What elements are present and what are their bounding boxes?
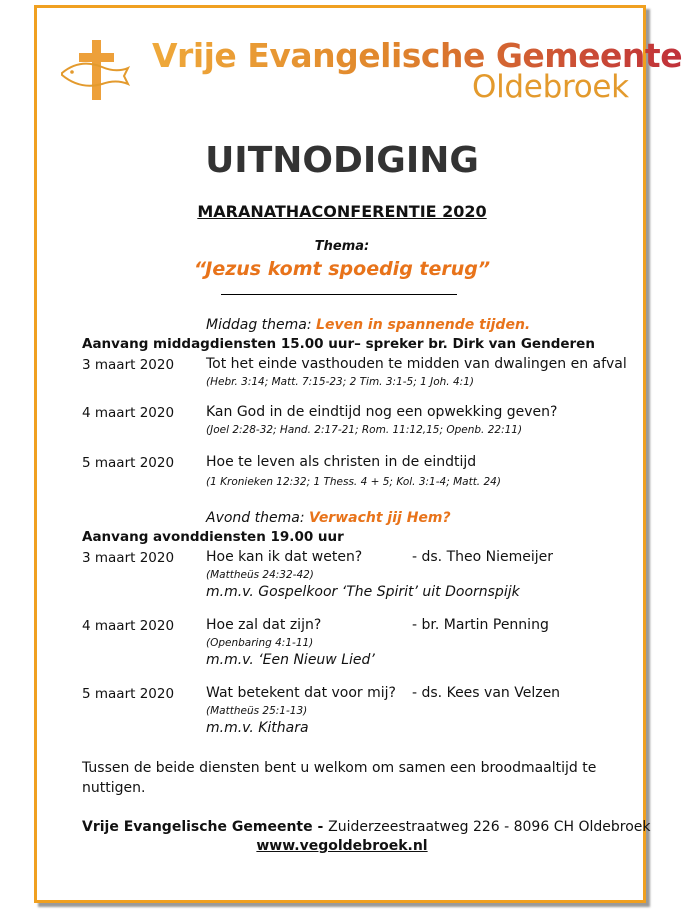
footer-org: Vrije Evangelische Gemeente -: [82, 819, 329, 835]
website-text[interactable]: www.vegoldebroek.nl: [256, 838, 428, 854]
afternoon-theme-line: [206, 317, 530, 333]
afternoon-refs-1: (Hebr. 3:14; Matt. 7:15-23; 2 Tim. 3:1-5; 1 Joh. 4:1): [206, 376, 474, 388]
afternoon-date-2: 4 maart 2020: [82, 405, 175, 421]
footer-address: Zuiderzeestraatweg 226 - 8096 CH Oldebroek: [328, 819, 651, 835]
brand-name: Vrije Evangelische Gemeente: [152, 36, 683, 75]
afternoon-refs-3: (1 Kronieken 12:32; 1 Thess. 4 + 5; Kol. 3:1-4; Matt. 24): [206, 476, 501, 488]
evening-start: Aanvang avonddiensten 19.00 uur: [82, 529, 344, 545]
evening-refs-2: (Openbaring 4:1-11): [206, 637, 314, 649]
evening-speaker-3: - ds. Kees van Velzen: [412, 685, 561, 701]
evening-speaker-2: - br. Martin Penning: [412, 617, 549, 633]
afternoon-theme-intro: Middag thema:: [206, 317, 317, 333]
cross-fish-icon: [58, 38, 138, 102]
afternoon-date-1: 3 maart 2020: [82, 357, 175, 373]
evening-theme: Verwacht jij Hem?: [309, 510, 451, 526]
evening-theme-line: [206, 510, 451, 526]
evening-title-2: Hoe zal dat zijn?: [206, 617, 322, 633]
evening-date-2: 4 maart 2020: [82, 618, 175, 634]
evening-title-1: Hoe kan ik dat weten?: [206, 549, 363, 565]
evening-date-1: 3 maart 2020: [82, 550, 175, 566]
afternoon-theme: Leven in spannende tijden.: [316, 317, 531, 333]
afternoon-refs-2: (Joel 2:28-32; Hand. 2:17-21; Rom. 11:12,15; Openb. 22:11): [206, 424, 523, 436]
page-title: UITNODIGING: [205, 140, 479, 181]
footer-address-line: [82, 819, 650, 835]
evening-theme-intro: Avond thema:: [206, 510, 309, 526]
afternoon-title-3: Hoe te leven als christen in de eindtijd: [206, 454, 477, 470]
afternoon-start: Aanvang middagdiensten 15.00 uur– spreker br. Dirk van Genderen: [82, 336, 595, 352]
divider: [221, 294, 457, 295]
theme-label: Thema:: [314, 239, 370, 254]
conference-title: MARANATHACONFERENTIE 2020: [197, 202, 487, 221]
theme-text: “Jezus komt spoedig terug”: [193, 258, 491, 280]
afternoon-title-1: Tot het einde vasthouden te midden van dwalingen en afval: [206, 356, 627, 372]
evening-refs-3: (Mattheüs 25:1-13): [206, 705, 308, 717]
evening-date-3: 5 maart 2020: [82, 686, 175, 702]
website-link[interactable]: [0, 838, 684, 854]
evening-speaker-1: - ds. Theo Niemeijer: [412, 549, 554, 565]
evening-music-1: m.m.v. Gospelkoor ‘The Spirit’ uit Doornspijk: [206, 584, 520, 600]
meal-line-2: nuttigen.: [82, 780, 146, 796]
afternoon-date-3: 5 maart 2020: [82, 455, 175, 471]
evening-refs-1: (Mattheüs 24:32-42): [206, 569, 314, 581]
evening-music-3: m.m.v. Kithara: [206, 720, 309, 736]
evening-music-2: m.m.v. ‘Een Nieuw Lied’: [206, 652, 375, 668]
afternoon-title-2: Kan God in de eindtijd nog een opwekking geven?: [206, 404, 558, 420]
evening-title-3: Wat betekent dat voor mij?: [206, 685, 396, 701]
meal-line-1: Tussen de beide diensten bent u welkom om samen een broodmaaltijd te: [82, 760, 597, 776]
brand-place: Oldebroek: [472, 69, 629, 105]
